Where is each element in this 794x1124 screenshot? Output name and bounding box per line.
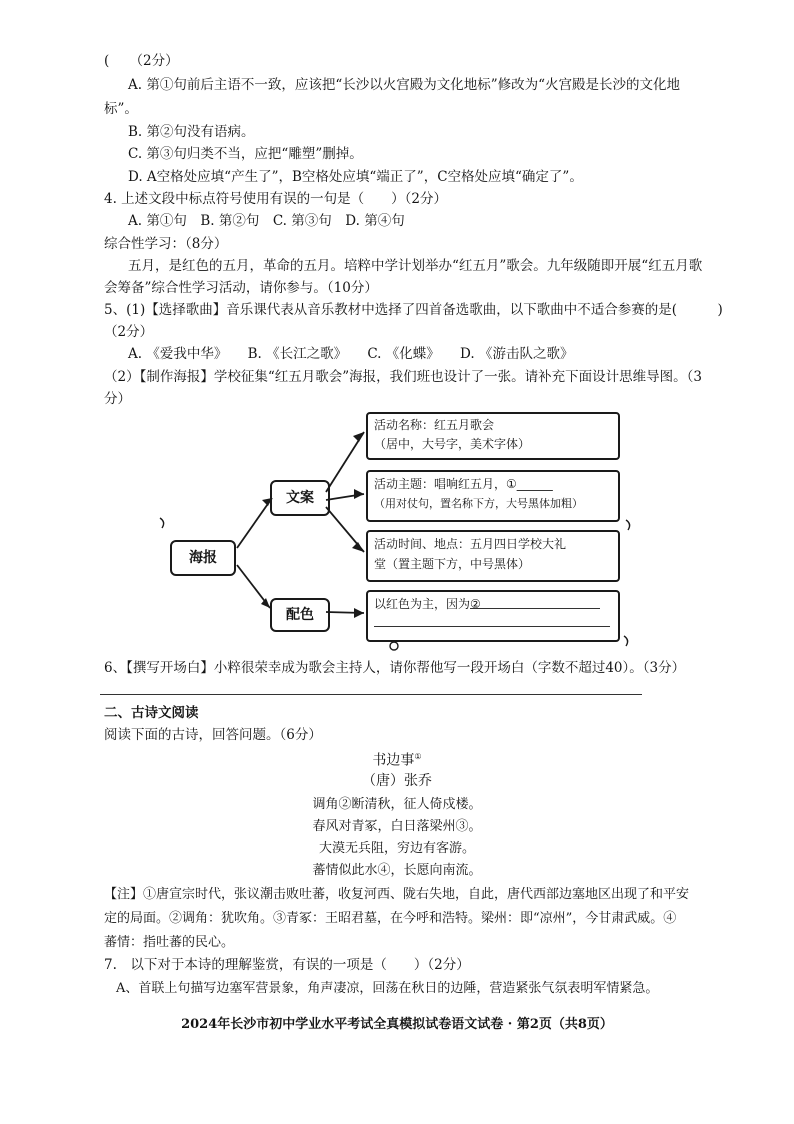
box4-line1: 以红色为主，因为②: [374, 597, 481, 611]
q4-stem: 4. 上述文段中标点符号使用有误的一句是（ ）（2分）: [104, 191, 448, 207]
comprehensive-intro: 五月，是红色的五月，革命的五月。培粹中学计划举办“红五月”歌会。九年级随即开展“红五月歌: [128, 258, 703, 274]
poem-notes-2: 定的局面。②调角：犹吹角。③青冢：王昭君墓，在今呼和浩特。梁州：即“凉州”，今甘肃武威。④: [104, 911, 677, 926]
poem-author: （唐）张乔: [362, 773, 432, 789]
poem-line-2: 春风对青冢，白日落梁州③。: [312, 819, 482, 834]
poem-line-3: 大漠无兵阻，穷边有客游。: [318, 841, 475, 856]
q5-song-options: A. 《爱我中华》 B. 《长江之歌》 C. 《化蝶》 D. 《游击队之歌》: [128, 346, 574, 362]
box3-line2: 堂（置主题下方，中号黑体）: [374, 557, 531, 571]
box4-answer-line: [470, 608, 600, 609]
q5-part1: 5、(1)【选择歌曲】音乐课代表从音乐教材中选择了四首备选歌曲，以下歌曲中不适合参赛的是( ): [104, 302, 723, 318]
q7-stem: 7. 以下对于本诗的理解鉴赏，有误的一项是（ ）（2分）: [104, 957, 470, 973]
mindmap-root-poster: 海报: [170, 540, 236, 576]
box1-line2: （居中，大号字，美术字体）: [374, 437, 531, 451]
poem-title-note: ①: [414, 752, 422, 761]
box4-answer-line-2: [374, 626, 610, 627]
section-divider: [100, 694, 642, 695]
comprehensive-heading: 综合性学习：（8分）: [104, 236, 228, 252]
poem-title: 书边事: [372, 752, 415, 769]
poem-title-line: [0, 748, 794, 770]
mindmap-branch-color: 配色: [270, 598, 330, 632]
q3-option-d: D. A空格处应填“产生了”，B空格处应填“端正了”，C空格处应填“确定了”。: [128, 169, 583, 185]
box2-line2: （用对仗句，置名称下方，大号黑体加粗）: [374, 497, 583, 510]
q3-option-a-cont: 标”。: [104, 101, 138, 117]
q6-prompt: 6、【撰写开场白】小粹很荣幸成为歌会主持人，请你帮他写一段开场白（字数不超过40）。（3分）: [104, 660, 686, 676]
page-footer: 2024年长沙市初中学业水平考试全真模拟试卷语文试卷 · 第2页（共8页）: [181, 1017, 613, 1032]
mindmap-branch-copy: 文案: [270, 480, 330, 516]
poem-line-4: 蕃情似此水④，长愿向南流。: [312, 863, 482, 878]
poem-notes-1: 【注】①唐宣宗时代，张议潮击败吐蕃，收复河西、陇右失地，自此，唐代西部边塞地区出现了和平安: [104, 887, 690, 902]
q3-option-a: A. 第①句前后主语不一致，应该把“长沙以火宫殿为文化地标”修改为“火宫殿是长沙的文化地: [128, 77, 681, 93]
box3-line1: 活动时间、地点：五月四日学校大礼: [374, 537, 567, 551]
q5-part2-score: 分）: [104, 391, 131, 407]
q3-stem: ( （2分）: [104, 53, 179, 69]
section2-instruction: 阅读下面的古诗，回答问题。（6分）: [104, 727, 322, 743]
q3-option-c: C. 第③句归类不当，应把“雕塑”删掉。: [128, 146, 363, 162]
q7-option-a: A、首联上句描写边塞军营景象，角声凄凉，回荡在秋日的边陲，营造紧张气氛表明军情紧急。: [116, 981, 659, 996]
poem-notes-3: 蕃情：指吐蕃的民心。: [104, 935, 235, 950]
poem-line-1: 调角②断清秋，征人倚戍楼。: [312, 797, 482, 812]
box1-line1: 活动名称：红五月歌会: [374, 418, 495, 432]
section2-heading: 二、古诗文阅读: [104, 705, 199, 721]
comprehensive-intro-cont: 会筹备”综合性学习活动，请你参与。（10分）: [104, 280, 378, 296]
q5-part1-score: （2分）: [104, 324, 154, 340]
q5-part2: （2）【制作海报】学校征集“红五月歌会”海报，我们班也设计了一张。请补充下面设计思维导图。（3: [104, 369, 702, 385]
q3-option-b: B. 第②句没有语病。: [128, 124, 255, 140]
q4-options: A. 第①句 B. 第②句 C. 第③句 D. 第④句: [128, 213, 405, 229]
box2-line1: 活动主题：唱响红五月，①______: [374, 477, 553, 491]
